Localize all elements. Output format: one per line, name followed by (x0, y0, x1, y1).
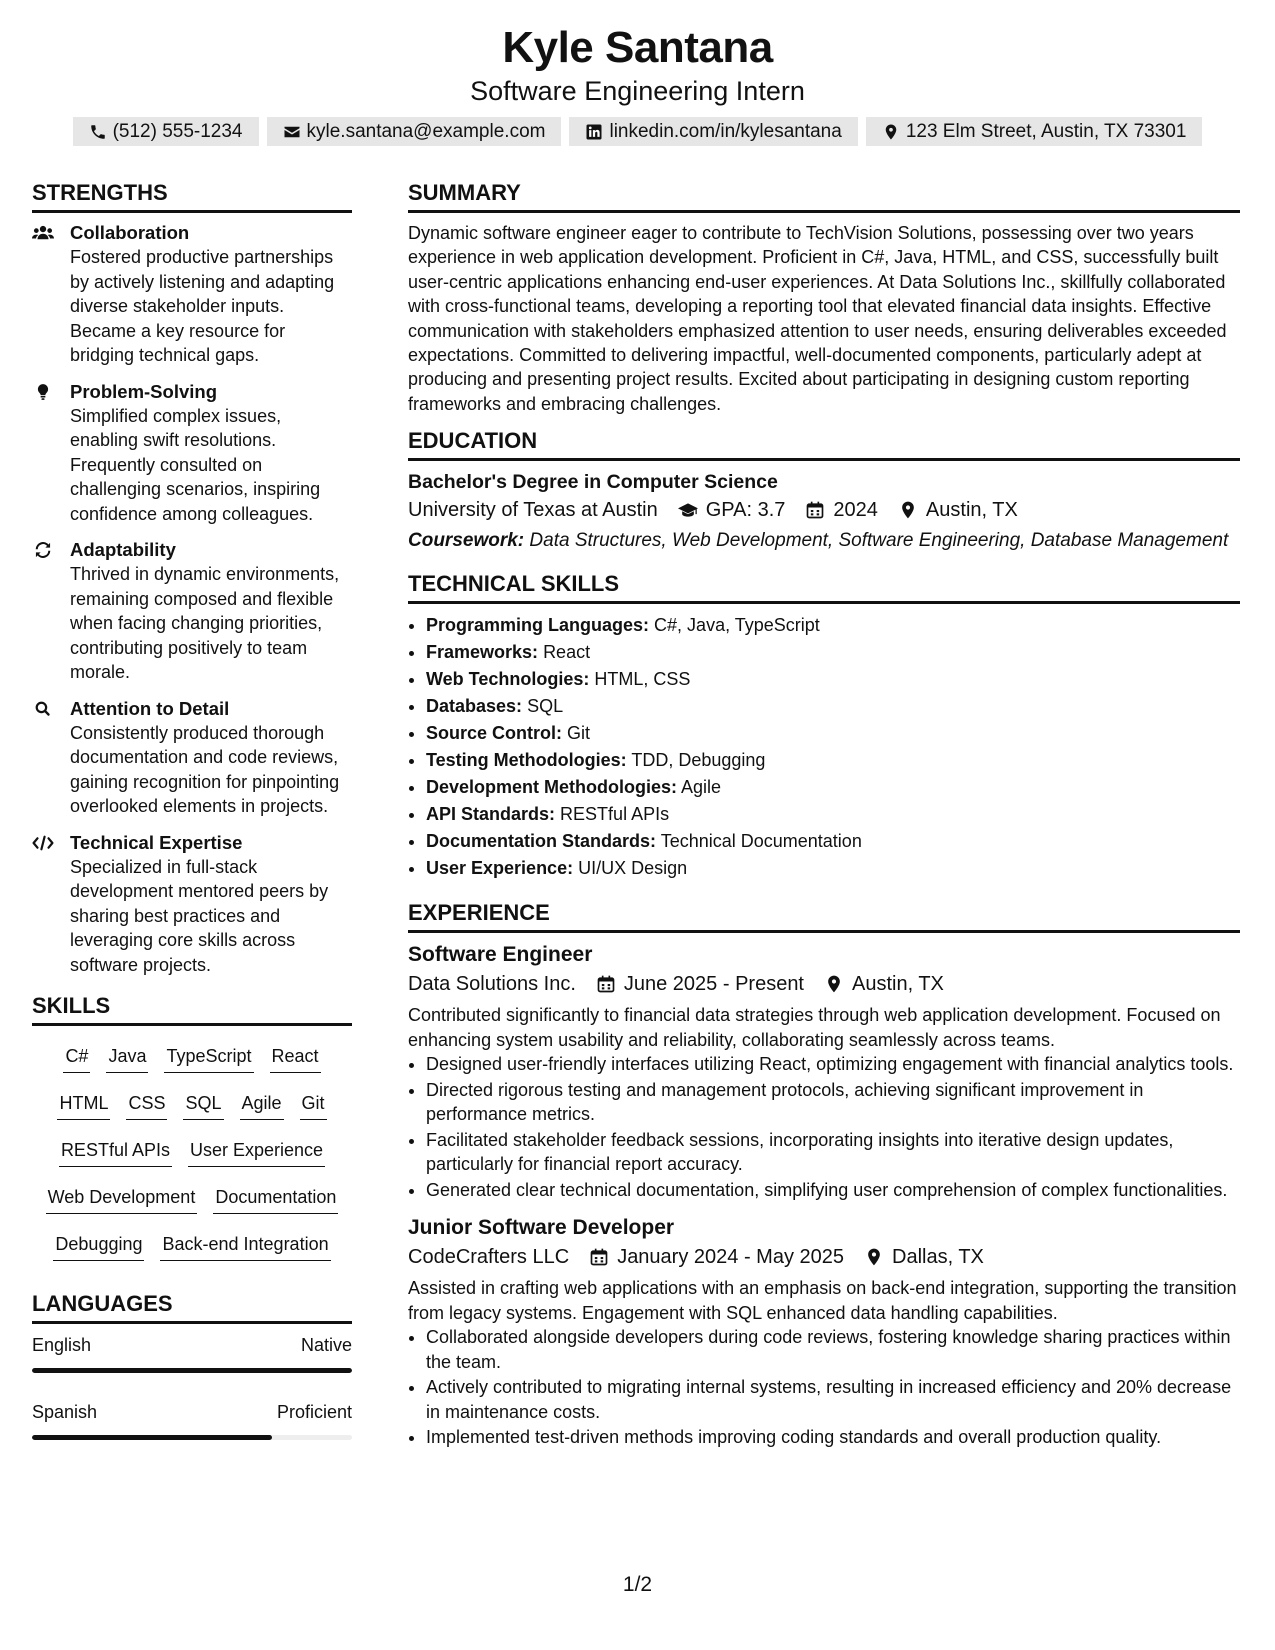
skills-title: SKILLS (32, 993, 352, 1026)
list-item (426, 774, 1240, 801)
skill-tag: Documentation (213, 1179, 338, 1214)
graduation-cap-icon (678, 500, 698, 520)
strength-desc: Fostered productive partnerships by actively listening and adapting diverse stakeholder inputs. Became a key resource for bridging technical gaps. (70, 247, 335, 365)
skill-tag: User Experience (188, 1132, 325, 1167)
job-dates: June 2025 - Present (623, 973, 804, 996)
language-level: Native (300, 1335, 352, 1355)
skill-tag: Debugging (53, 1226, 144, 1261)
job-title: Software Engineer (408, 943, 593, 967)
map-pin-icon (864, 1247, 884, 1267)
skill-value: Agile (681, 777, 722, 798)
code-icon (32, 831, 70, 978)
skill-label: Source Control: (426, 723, 563, 744)
list-item: • Facilitated stakeholder feedback sessions, incorporating insights into iterative design updates, particularly for financial report accuracy. (426, 1128, 1240, 1177)
list-item (426, 747, 1240, 774)
job-entry (408, 1214, 1240, 1450)
coursework-label: Coursework: (408, 530, 525, 552)
strength-title: Collaboration (70, 222, 190, 243)
education-gpa: GPA: 3.7 (705, 499, 786, 522)
strength-item (32, 380, 352, 527)
list-item: • Designed user-friendly interfaces utilizing React, optimizing engagement with financial analytics tools. (426, 1052, 1240, 1077)
job-company: CodeCrafters LLC (408, 1246, 570, 1269)
contact-linkedin-text: linkedin.com/in/kylesantana (609, 121, 842, 142)
job-location: Dallas, TX (892, 1246, 984, 1269)
calendar-icon (805, 500, 825, 520)
strength-title: Problem-Solving (70, 380, 217, 402)
strength-item (32, 831, 352, 978)
language-proficiency-fill (32, 1368, 352, 1373)
sync-icon (32, 538, 70, 685)
skill-value: SQL (527, 696, 564, 717)
language-proficiency-bar (32, 1435, 352, 1440)
map-pin-icon (898, 500, 918, 520)
map-pin-icon (824, 974, 844, 994)
list-item (426, 612, 1240, 639)
skill-value: C#, Java, TypeScript (654, 615, 820, 636)
language-proficiency-fill (32, 1435, 272, 1440)
skill-tag: Web Development (46, 1179, 198, 1214)
skill-tag: React (270, 1038, 321, 1073)
list-item: • Directed rigorous testing and management protocols, achieving significant improvement in performance metrics. (426, 1078, 1240, 1127)
job-entry (408, 941, 1240, 1202)
list-item (426, 639, 1240, 666)
skill-tag: Agile (240, 1085, 284, 1120)
education-coursework (408, 529, 1240, 553)
job-dates: January 2024 - May 2025 (617, 1246, 844, 1269)
skill-tag: HTML (57, 1085, 110, 1120)
job-title: Junior Software Developer (408, 1216, 675, 1240)
job-bullets (408, 1325, 1240, 1450)
strength-desc: Consistently produced thorough documentation and code reviews, gaining recognition for pinpointing overlooked elements in projects. (70, 722, 340, 816)
linkedin-icon (585, 123, 603, 141)
skill-value: RESTful APIs (560, 804, 670, 825)
contact-address-text: 123 Elm Street, Austin, TX 73301 (905, 121, 1187, 142)
skill-tag: RESTful APIs (59, 1132, 172, 1167)
education-title: EDUCATION (408, 428, 1240, 461)
list-item (426, 720, 1240, 747)
users-icon (32, 221, 70, 368)
education-meta (408, 495, 1240, 525)
summary-title: SUMMARY (408, 180, 1240, 213)
map-pin-icon (882, 123, 900, 141)
page-number: 1/2 (622, 1573, 653, 1596)
education-degree: Bachelor's Degree in Computer Science (408, 471, 778, 494)
list-item (426, 666, 1240, 693)
list-item (426, 801, 1240, 828)
skill-label: Testing Methodologies: (426, 750, 627, 771)
skill-label: User Experience: (426, 858, 574, 879)
skill-tag: TypeScript (164, 1038, 253, 1073)
list-item: • Implemented test-driven methods improving coding standards and overall production quality. (426, 1425, 1240, 1450)
job-company: Data Solutions Inc. (408, 973, 576, 996)
strength-title: Technical Expertise (70, 831, 243, 853)
technical-skills-list (408, 612, 1240, 882)
contact-phone-text: (512) 555-1234 (112, 121, 243, 142)
skill-label: Programming Languages: (426, 615, 650, 636)
strength-desc: Specialized in full-stack development mentored peers by sharing best practices and leveraging core skills across software projects. (70, 856, 329, 975)
strength-title: Attention to Detail (70, 697, 230, 719)
coursework-list: Data Structures, Web Development, Software Engineering, Database Management (529, 530, 1229, 552)
summary-text: Dynamic software engineer eager to contribute to TechVision Solutions, possessing over two years experience in web application development. Proficient in C#, Java, HTML, and CSS, successfully built user-centric applications enhancing end-user experiences. At Data Solutions Inc., skillfully collaborated with cross-functional teams, developing a reporting tool that elevated financial data insights. Effective communication with stakeholders emphasized attention to user needs, ensuring deliverables exceeded expectations. Committed to delivering impactful, well-documented components, particularly adept at producing and presenting project results. Excited about participating in designing custom reporting frameworks and embracing challenges. (408, 223, 1227, 414)
language-level: Proficient (276, 1402, 352, 1422)
contact-email[interactable] (267, 117, 562, 146)
education-location: Austin, TX (925, 499, 1018, 522)
skills-tags (32, 1034, 352, 1261)
left-column (32, 180, 352, 1466)
contact-email-text: kyle.santana@example.com (306, 121, 546, 142)
lightbulb-icon (32, 380, 70, 527)
right-column (408, 180, 1240, 1462)
skill-tag: C# (63, 1038, 90, 1073)
strength-desc: Thrived in dynamic environments, remaining composed and flexible when facing changing priorities, contributing positively to team morale. (70, 564, 340, 682)
skill-value: React (543, 642, 591, 663)
skill-value: Git (567, 723, 591, 744)
skill-label: Web Technologies: (426, 669, 590, 690)
list-item: • Generated clear technical documentation, simplifying user comprehension of complex functionalities. (426, 1178, 1240, 1203)
skill-label: Documentation Standards: (426, 831, 657, 852)
strength-title: Adaptability (70, 539, 176, 560)
skill-tag: SQL (183, 1085, 223, 1120)
resume-header (0, 22, 1275, 146)
list-item: • Actively contributed to migrating internal systems, resulting in increased efficiency and 20% decrease in maintenance costs. (426, 1375, 1240, 1424)
skill-label: Databases: (426, 696, 523, 717)
skill-label: Frameworks: (426, 642, 539, 663)
skill-tag: Java (106, 1038, 148, 1073)
list-item (426, 828, 1240, 855)
skill-value: UI/UX Design (578, 858, 688, 879)
languages-title: LANGUAGES (32, 1291, 352, 1324)
list-item: • Collaborated alongside developers during code reviews, fostering knowledge sharing practices within the team. (426, 1325, 1240, 1374)
skill-label: API Standards: (426, 804, 556, 825)
language-item (32, 1332, 352, 1373)
contact-phone (73, 117, 259, 146)
calendar-icon (589, 1247, 609, 1267)
list-item (426, 693, 1240, 720)
job-location: Austin, TX (852, 973, 944, 996)
job-description: Assisted in crafting web applications with an emphasis on back-end integration, supporting the transition from legacy systems. Engagement with SQL enhanced data handling capabilities. (408, 1278, 1237, 1323)
candidate-name: Kyle Santana (502, 23, 773, 72)
skill-value: HTML, CSS (594, 669, 691, 690)
contact-linkedin[interactable] (569, 117, 857, 146)
list-item (426, 855, 1240, 882)
envelope-icon (283, 123, 301, 141)
job-description: Contributed significantly to financial data strategies through web application development. Focused on enhancing system usability and reliability, collaborating seamlessly across teams. (408, 1005, 1221, 1050)
skill-tag: Back-end Integration (160, 1226, 330, 1261)
education-year: 2024 (833, 499, 878, 522)
strengths-title: STRENGTHS (32, 180, 352, 213)
strength-item (32, 221, 352, 368)
skill-value: TDD, Debugging (631, 750, 766, 771)
skill-tag: CSS (126, 1085, 167, 1120)
strength-desc: Simplified complex issues, enabling swift resolutions. Frequently consulted on challenging scenarios, inspiring confidence among colleagues. (70, 405, 321, 524)
education-school: University of Texas at Austin (408, 499, 658, 522)
language-item (32, 1399, 352, 1440)
search-icon (32, 697, 70, 819)
job-meta (408, 1242, 1240, 1272)
language-proficiency-bar (32, 1368, 352, 1373)
strength-item (32, 538, 352, 685)
skill-label: Development Methodologies: (426, 777, 678, 798)
language-name: Spanish (32, 1402, 98, 1422)
skill-tag: Git (300, 1085, 327, 1120)
technical-skills-title: TECHNICAL SKILLS (408, 571, 1240, 604)
contact-address (866, 117, 1203, 146)
phone-icon (89, 123, 107, 141)
experience-title: EXPERIENCE (408, 900, 1240, 933)
strength-item (32, 697, 352, 819)
calendar-icon (596, 974, 616, 994)
language-name: English (32, 1335, 92, 1355)
job-bullets (408, 1052, 1240, 1202)
contact-bar (0, 117, 1275, 146)
job-meta (408, 969, 1240, 999)
candidate-role: Software Engineering Intern (470, 76, 805, 106)
skill-value: Technical Documentation (660, 831, 862, 852)
